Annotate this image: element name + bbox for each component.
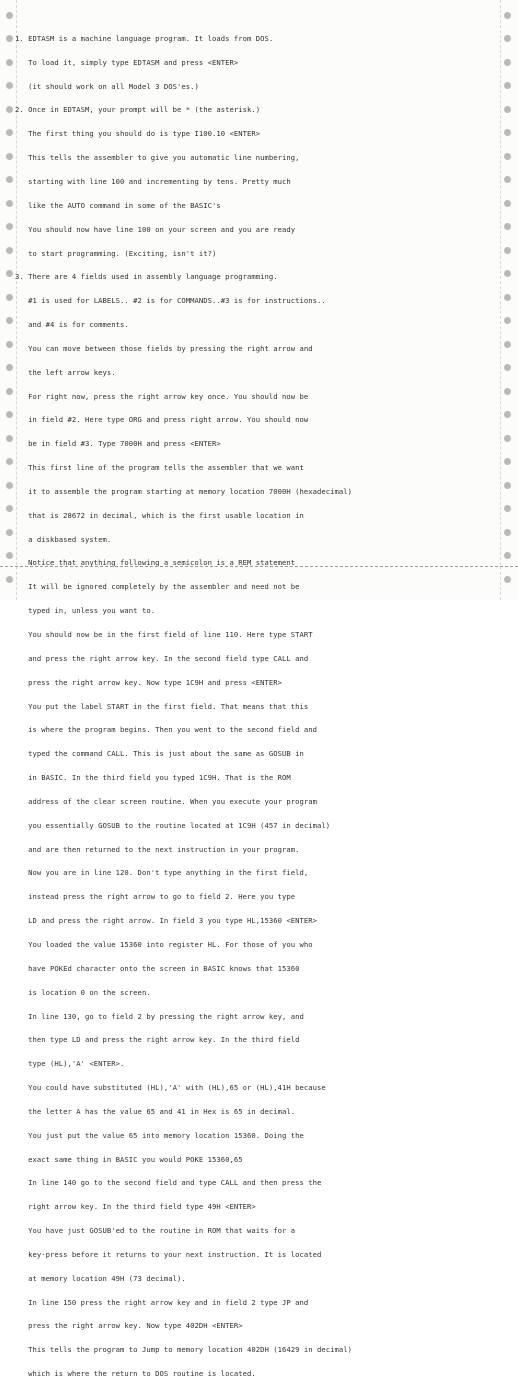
perforation-line <box>0 566 518 567</box>
text-line: type (HL),'A' <ENTER>. <box>15 1059 125 1069</box>
tractor-hole <box>504 223 511 230</box>
text-line: and press the right arrow key. In the second field type CALL and <box>15 653 309 663</box>
text-line: right arrow key. In the third field type 49H <ENTER> <box>15 1202 256 1212</box>
text-line: a diskbased system. <box>15 534 112 544</box>
tractor-hole <box>504 364 511 371</box>
text-line: be in field #3. Type 7000H and press <ENTER> <box>15 439 221 449</box>
text-line: 1. EDTASM is a machine language program. It loads from DOS. <box>15 33 274 43</box>
tractor-hole <box>504 106 511 113</box>
text-line: You loaded the value 15360 into register HL. For those of you who <box>15 939 313 949</box>
text-line: This tells the assembler to give you automatic line numbering, <box>15 153 300 163</box>
text-line: In line 140 go to the second field and type CALL and then press the <box>15 1178 322 1188</box>
tractor-hole <box>6 505 13 512</box>
text-line: like the AUTO command in some of the BASIC's <box>15 200 221 210</box>
tractor-hole <box>6 223 13 230</box>
text-line: press the right arrow key. Now type 1C9H and press <ENTER> <box>15 677 283 687</box>
tractor-hole <box>504 82 511 89</box>
tractor-hole <box>504 35 511 42</box>
tractor-hole <box>6 176 13 183</box>
tractor-hole <box>504 59 511 66</box>
tractor-hole <box>504 529 511 536</box>
text-line: and are then returned to the next instruction in your program. <box>15 844 300 854</box>
tractor-hole <box>6 576 13 583</box>
tractor-hole <box>6 552 13 559</box>
tractor-hole <box>6 12 13 19</box>
tractor-hole <box>6 129 13 136</box>
text-line: in BASIC. In the third field you typed 1C9H. That is the ROM <box>15 773 291 783</box>
tractor-hole <box>504 294 511 301</box>
tractor-hole <box>6 270 13 277</box>
tractor-hole <box>6 153 13 160</box>
text-line: 3. There are 4 fields used in assembly language programming. <box>15 272 278 282</box>
text-line: In line 150 press the right arrow key and in field 2 type JP and <box>15 1297 309 1307</box>
text-line: exact same thing in BASIC you would POKE 15360,65 <box>15 1154 243 1164</box>
text-line: In line 130, go to field 2 by pressing the right arrow key, and <box>15 1011 304 1021</box>
tractor-hole <box>504 12 511 19</box>
text-line: instead press the right arrow to go to field 2. Here you type <box>15 892 296 902</box>
text-line: You could have substituted (HL),'A' with (HL),65 or (HL),41H because <box>15 1083 326 1093</box>
text-line: To load it, simply type EDTASM and press <ENTER> <box>15 57 239 67</box>
text-line: For right now, press the right arrow key once. You should now be <box>15 391 309 401</box>
text-line: it to assemble the program starting at memory location 7000H (hexadecimal) <box>15 486 353 496</box>
text-line: starting with line 100 and incrementing by tens. Pretty much <box>15 176 291 186</box>
text-line: This first line of the program tells the assembler that we want <box>15 463 304 473</box>
text-line: in field #2. Here type ORG and press right arrow. You should now <box>15 415 309 425</box>
text-line: Notice that anything following a semicolon is a REM statement <box>15 558 296 568</box>
text-line: which is where the return to DOS routine is located. <box>15 1369 256 1379</box>
text-line: to start programming. (Exciting, isn't it?) <box>15 248 217 258</box>
tractor-hole <box>6 482 13 489</box>
tractor-hole <box>504 153 511 160</box>
text-line: key-press before it returns to your next instruction. It is located <box>15 1249 322 1259</box>
text-line: You just put the value 65 into memory location 15360. Doing the <box>15 1130 304 1140</box>
text-line: typed in, unless you want to. <box>15 606 156 616</box>
tractor-hole <box>6 82 13 89</box>
tractor-hole <box>6 364 13 371</box>
tractor-hole <box>504 129 511 136</box>
text-line: typed the command CALL. This is just about the same as GOSUB in <box>15 749 304 759</box>
text-line: you essentially GOSUB to the routine located at 1C9H (457 in decimal) <box>15 820 331 830</box>
text-line: the letter A has the value 65 and 41 in Hex is 65 in decimal. <box>15 1106 296 1116</box>
tractor-hole <box>504 552 511 559</box>
text-line: The first thing you should do is type I100.10 <ENTER> <box>15 129 261 139</box>
text-line: #1 is used for LABELS.. #2 is for COMMANDS..#3 is for instructions.. <box>15 296 326 306</box>
tractor-hole <box>6 388 13 395</box>
text-line: address of the clear screen routine. When you execute your program <box>15 796 318 806</box>
tractor-hole <box>504 576 511 583</box>
tractor-hole <box>504 435 511 442</box>
text-line: This tells the program to Jump to memory location 402DH (16429 in decimal) <box>15 1345 353 1355</box>
tractor-hole <box>6 529 13 536</box>
tractor-hole <box>504 458 511 465</box>
text-line: press the right arrow key. Now type 402DH <ENTER> <box>15 1321 243 1331</box>
tractor-hole <box>6 435 13 442</box>
text-line: that is 28672 in decimal, which is the first usable location in <box>15 510 304 520</box>
tractor-hole <box>504 247 511 254</box>
text-line: You can move between those fields by pressing the right arrow and <box>15 343 313 353</box>
text-line: at memory location 49H (73 decimal). <box>15 1273 186 1283</box>
tractor-hole <box>6 59 13 66</box>
tractor-hole <box>6 341 13 348</box>
document-text <box>15 19 495 1394</box>
text-line: You have just GOSUB'ed to the routine in ROM that waits for a <box>15 1226 296 1236</box>
text-line: (it should work on all Model 3 DOS'es.) <box>15 81 199 91</box>
text-line: is where the program begins. Then you went to the second field and <box>15 725 318 735</box>
text-line: 2. Once in EDTASM, your prompt will be * (the asterisk.) <box>15 105 261 115</box>
tractor-hole <box>504 388 511 395</box>
text-line: You should now have line 100 on your screen and you are ready <box>15 224 296 234</box>
tractor-hole <box>6 247 13 254</box>
tractor-hole <box>6 200 13 207</box>
text-line: is location 0 on the screen. <box>15 987 151 997</box>
text-line: Now you are in line 120. Don't type anything in the first field, <box>15 868 309 878</box>
tractor-hole <box>504 482 511 489</box>
text-line: You should now be in the first field of line 110. Here type START <box>15 630 313 639</box>
tractor-hole <box>504 176 511 183</box>
tractor-hole <box>504 341 511 348</box>
text-line: and #4 is for comments. <box>15 320 129 330</box>
tractor-hole <box>504 200 511 207</box>
tractor-hole <box>504 411 511 418</box>
tractor-hole <box>6 35 13 42</box>
tractor-hole <box>6 294 13 301</box>
text-line: the left arrow keys. <box>15 367 116 377</box>
right-tractor-holes <box>501 0 515 600</box>
tractor-hole <box>504 505 511 512</box>
text-line: LD and press the right arrow. In field 3 you type HL,15360 <ENTER> <box>15 916 318 926</box>
tractor-hole <box>6 411 13 418</box>
text-line: You put the label START in the first field. That means that this <box>15 701 309 711</box>
tractor-hole <box>6 106 13 113</box>
text-line: have POKEd character onto the screen in BASIC knows that 15360 <box>15 963 300 973</box>
text-line: then type LD and press the right arrow key. In the third field <box>15 1035 300 1045</box>
tractor-hole <box>504 317 511 324</box>
tractor-hole <box>6 317 13 324</box>
text-line: It will be ignored completely by the assembler and need not be <box>15 582 300 592</box>
tractor-hole <box>504 270 511 277</box>
tractor-hole <box>6 458 13 465</box>
